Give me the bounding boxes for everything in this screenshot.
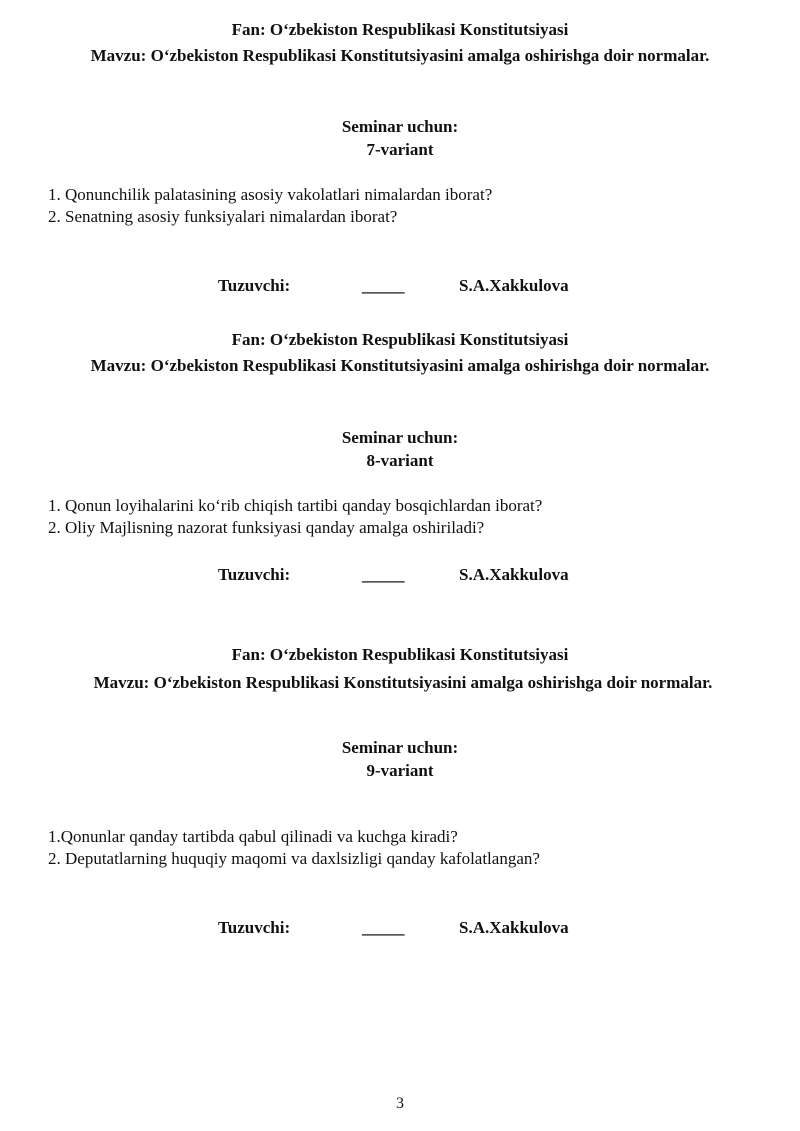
topic-heading: Mavzu: O‘zbekiston Respublikasi Konstitutsiyasini amalga oshirishga doir normalar. — [90, 46, 710, 65]
variant-heading: 7-variant — [366, 140, 434, 159]
question-item: 1. Qonun loyihalarini ko‘rib chiqish tartibi qanday bosqichlardan iborat? — [48, 496, 543, 515]
question-item: 2. Senatning asosiy funksiyalari nimalardan iborat? — [48, 207, 398, 226]
question-item: 1.Qonunlar qanday tartibda qabul qilinadi va kuchga kiradi? — [48, 827, 458, 846]
signature-blank: _____ — [362, 918, 405, 937]
subject-heading: Fan: O‘zbekiston Respublikasi Konstitutsiyasi — [231, 645, 569, 664]
subject-heading: Fan: O‘zbekiston Respublikasi Konstitutsiyasi — [231, 330, 569, 349]
question-item: 1. Qonunchilik palatasining asosiy vakolatlari nimalardan iborat? — [48, 185, 493, 204]
compiler-label: Tuzuvchi: — [218, 276, 291, 295]
variant-heading: 9-variant — [366, 761, 434, 780]
compiler-label: Tuzuvchi: — [218, 918, 291, 937]
seminar-heading: Seminar uchun: — [341, 117, 459, 136]
page-number: 3 — [396, 1095, 404, 1112]
compiler-label: Tuzuvchi: — [218, 565, 291, 584]
signature-blank: _____ — [362, 565, 405, 584]
author-name: S.A.Xakkulova — [459, 276, 569, 295]
signature-blank: _____ — [362, 276, 405, 295]
author-name: S.A.Xakkulova — [459, 918, 569, 937]
author-name: S.A.Xakkulova — [459, 565, 569, 584]
seminar-heading: Seminar uchun: — [341, 738, 459, 757]
question-item: 2. Oliy Majlisning nazorat funksiyasi qanday amalga oshiriladi? — [48, 518, 485, 537]
topic-heading: Mavzu: O‘zbekiston Respublikasi Konstitutsiyasini amalga oshirishga doir normalar. — [93, 673, 713, 692]
variant-heading: 8-variant — [366, 451, 434, 470]
topic-heading: Mavzu: O‘zbekiston Respublikasi Konstitutsiyasini amalga oshirishga doir normalar. — [90, 356, 710, 375]
subject-heading: Fan: O‘zbekiston Respublikasi Konstitutsiyasi — [231, 20, 569, 39]
question-item: 2. Deputatlarning huquqiy maqomi va daxlsizligi qanday kafolatlangan? — [48, 849, 540, 868]
seminar-heading: Seminar uchun: — [341, 428, 459, 447]
